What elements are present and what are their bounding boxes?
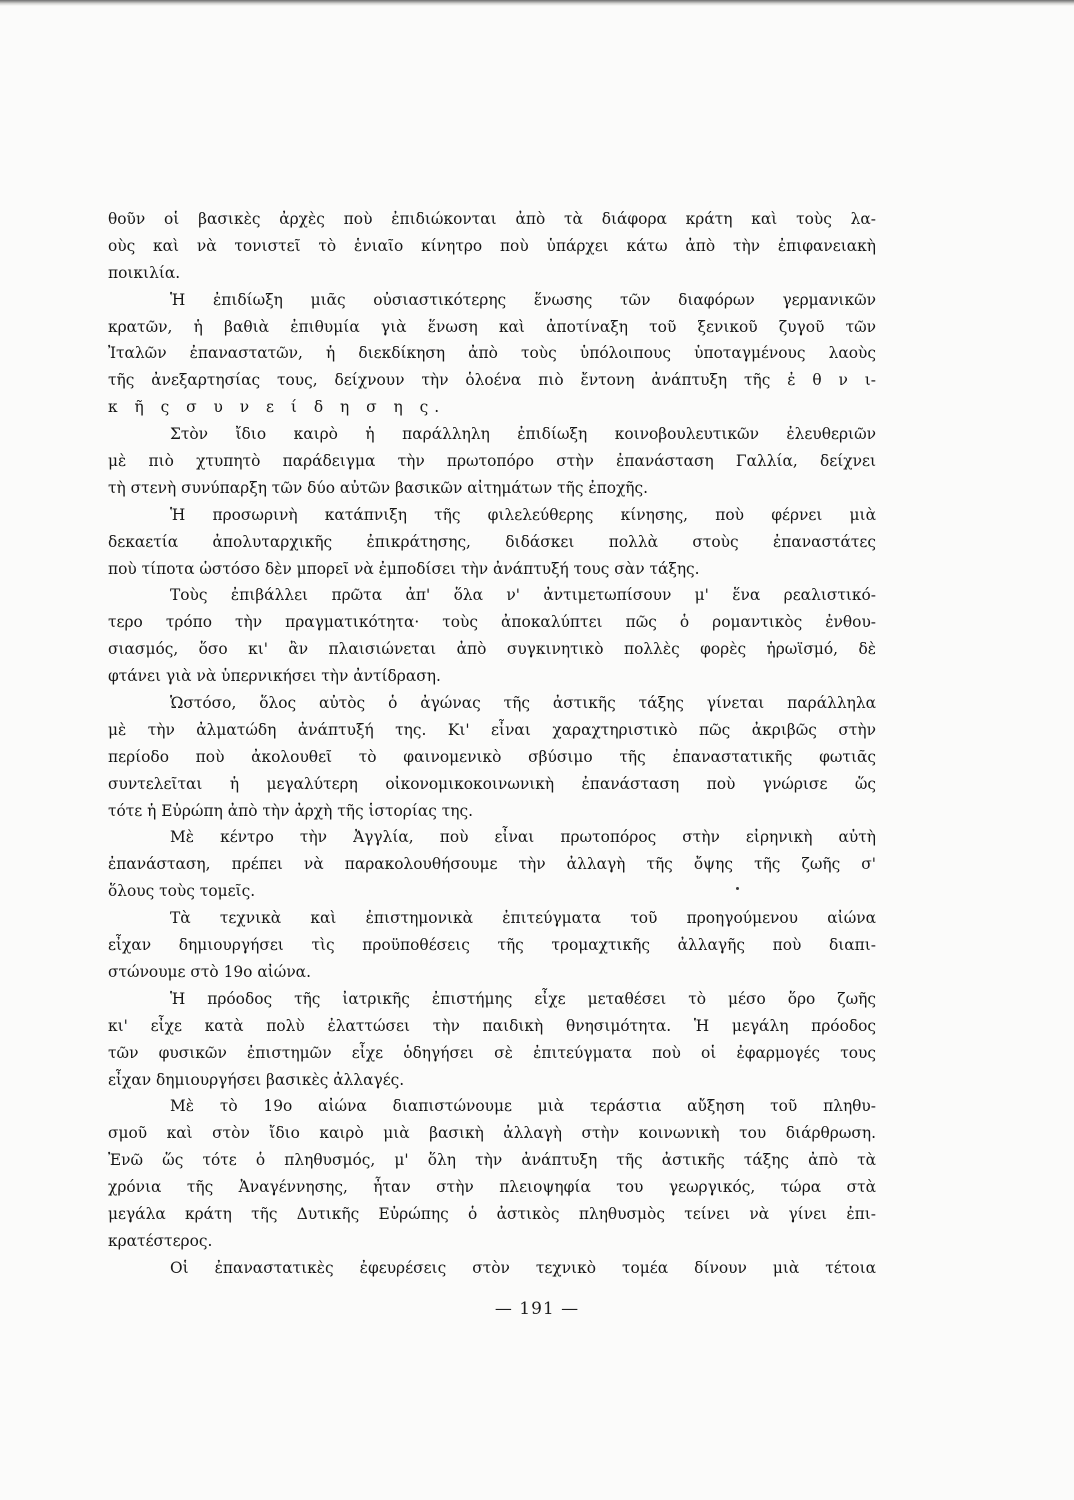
- text-line: τότε ἡ Εὐρώπη ἀπὸ τὴν ἀρχὴ τῆς ἱστορίας της.: [108, 801, 474, 820]
- text-line: δεκαετία ἀπολυταρχικῆς ἐπικράτησης, διδάσκει πολλὰ στοὺς ἐπαναστάτες: [108, 532, 876, 551]
- text-line: τερο τρόπο τὴν πραγματικότητα· τοὺς ἀποκαλύπτει πῶς ὁ ρομαντικὸς ἐνθου-: [108, 613, 876, 632]
- paragraph-start-line: Μὲ τὸ 19ο αἰώνα διαπιστώνουμε μιὰ τεράστια αὔξηση τοῦ πληθυ-: [170, 1097, 876, 1116]
- text-line: κρατέστερος.: [108, 1231, 213, 1250]
- paragraph-start-line: Οἱ ἐπαναστατικὲς ἐφευρέσεις στὸν τεχνικὸ τομέα δίνουν μιὰ τέτοια: [170, 1258, 876, 1277]
- text-line: τὴ στενὴ συνύπαρξη τῶν δύο αὐτῶν βασικῶν αἰτημάτων τῆς ἐποχῆς.: [108, 478, 649, 497]
- text-line: οὺς καὶ νὰ τονιστεῖ τὸ ἑνιαῖο κίνητρο ποὺ ὑπάρχει κάτω ἀπὸ τὴν ἐπιφανειακὴ: [108, 236, 876, 255]
- text-line: τῆς ἀνεξαρτησίας τους, δείχνουν τὴν ὁλοένα πιὸ ἔντονη ἀνάπτυξη τῆς ἐ θ ν ι-: [108, 371, 876, 390]
- text-line: μεγάλα κράτη τῆς Δυτικῆς Εὐρώπης ὁ ἀστικὸς πληθυσμὸς τείνει νὰ γίνει ἐπι-: [108, 1204, 876, 1223]
- paragraph-start-line: Ὡστόσο, ὅλος αὐτὸς ὁ ἀγώνας τῆς ἀστικῆς τάξης γίνεται παράλληλα: [170, 694, 876, 713]
- paragraph-start-line: Ἡ πρόοδος τῆς ἰατρικῆς ἐπιστήμης εἶχε μεταθέσει τὸ μέσο ὅρο ζωῆς: [170, 989, 876, 1008]
- text-line: ποὺ τίποτα ὡστόσο δὲν μπορεῖ νὰ ἐμποδίσει τὴν ἀνάπτυξή τους σὰν τάξης.: [108, 559, 700, 578]
- text-line: σιασμός, ὅσο κι' ἂν πλαισιώνεται ἀπὸ συγκινητικὸ πολλὲς φορὲς ἡρωϊσμό, δὲ: [108, 640, 876, 659]
- text-line: μὲ τὴν ἀλματώδη ἀνάπτυξή της. Κι' εἶναι χαραχτηριστικὸ πῶς ἀκριβῶς στὴν: [108, 720, 876, 739]
- text-line: φτάνει γιὰ νὰ ὑπερνικήσει τὴν ἀντίδραση.: [108, 667, 441, 686]
- text-line: ὅλους τοὺς τομεῖς.: [108, 882, 256, 901]
- paragraph-start-line: Τὰ τεχνικὰ καὶ ἐπιστημονικὰ ἐπιτεύγματα τοῦ προηγούμενου αἰώνα: [170, 909, 876, 928]
- paragraph-start-line: Ἡ προσωρινὴ κατάπνιξη τῆς φιλελεύθερης κίνησης, ποὺ φέρνει μιὰ: [170, 505, 876, 524]
- text-line: ποικιλία.: [108, 263, 181, 282]
- text-line: μὲ πιὸ χτυπητὸ παράδειγμα τὴν πρωτοπόρο στὴν ἐπανάσταση Γαλλία, δείχνει: [108, 452, 876, 471]
- text-line: περίοδο ποὺ ἀκολουθεῖ τὸ φαινομενικὸ σβύσιμο τῆς ἐπαναστατικῆς φωτιᾶς: [108, 747, 876, 766]
- text-line: στώνουμε στὸ 19ο αἰώνα.: [108, 962, 311, 981]
- scan-speck: [736, 887, 739, 890]
- text-line: Ἐνῶ ὥς τότε ὁ πληθυσμός, μ' ὅλη τὴν ἀνάπτυξη τῆς ἀστικῆς τάξης ἀπὸ τὰ: [108, 1151, 876, 1170]
- text-line: ἐπανάσταση, πρέπει νὰ παρακολουθήσουμε τὴν ἀλλαγὴ τῆς ὄψης τῆς ζωῆς σ': [108, 855, 876, 874]
- paragraph-start-line: Στὸν ἴδιο καιρὸ ἡ παράλληλη ἐπιδίωξη κοινοβουλευτικῶν ἐλευθεριῶν: [170, 425, 876, 444]
- text-line: θοῦν οἱ βασικὲς ἀρχὲς ποὺ ἐπιδιώκονται ἀπὸ τὰ διάφορα κράτη καὶ τοὺς λα-: [108, 210, 876, 228]
- text-line: χρόνια τῆς Ἀναγέννησης, ἦταν στὴν πλειοψηφία του γεωργικός, τώρα στὰ: [108, 1178, 876, 1197]
- text-line: συντελεῖται ἡ μεγαλύτερη οἰκονομικοκοινωνικὴ ἐπανάσταση ποὺ γνώρισε ὥς: [108, 774, 876, 793]
- body-text: [108, 206, 876, 1282]
- paragraph-start-line: Ἡ ἐπιδίωξη μιᾶς οὐσιαστικότερης ἕνωσης τῶν διαφόρων γερμανικῶν: [170, 290, 876, 309]
- text-line: κρατῶν, ἡ βαθιὰ ἐπιθυμία γιὰ ἕνωση καὶ ἀποτίναξη τοῦ ξενικοῦ ζυγοῦ τῶν: [108, 317, 876, 336]
- paragraph-start-line: Μὲ κέντρο τὴν Ἀγγλία, ποὺ εἶναι πρωτοπόρος στὴν εἰρηνικὴ αὐτὴ: [170, 828, 876, 847]
- text-line: σμοῦ καὶ στὸν ἴδιο καιρὸ μιὰ βασικὴ ἀλλαγὴ στὴν κοινωνικὴ του διάρθρωση.: [108, 1124, 876, 1143]
- text-line: εἶχαν δημιουργήσει βασικὲς ἀλλαγές.: [108, 1070, 405, 1089]
- text-line: εἶχαν δημιουργήσει τὶς προϋποθέσεις τῆς τρομαχτικῆς ἀλλαγῆς ποὺ διαπι-: [108, 936, 876, 955]
- text-line: κι' εἶχε κατὰ πολὺ ἐλαττώσει τὴν παιδικὴ θνησιμότητα. Ἡ μεγάλη πρόοδος: [108, 1016, 876, 1035]
- page-number: — 191 —: [494, 1299, 580, 1319]
- text-line-emphasis: κ ῆ ς σ υ ν ε ί δ η σ η ς.: [108, 398, 446, 417]
- scan-top-edge: [0, 0, 1074, 6]
- paragraph-start-line: Τοὺς ἐπιβάλλει πρῶτα ἀπ' ὅλα ν' ἀντιμετωπίσουν μ' ἕνα ρεαλιστικό-: [170, 586, 876, 605]
- text-line: τῶν φυσικῶν ἐπιστημῶν εἶχε ὁδηγήσει σὲ ἐπιτεύγματα ποὺ οἱ ἐφαρμογές τους: [108, 1043, 876, 1062]
- text-line: Ἰταλῶν ἐπαναστατῶν, ἡ διεκδίκηση ἀπὸ τοὺς ὑπόλοιπους ὑποταγμένους λαοὺς: [108, 344, 876, 363]
